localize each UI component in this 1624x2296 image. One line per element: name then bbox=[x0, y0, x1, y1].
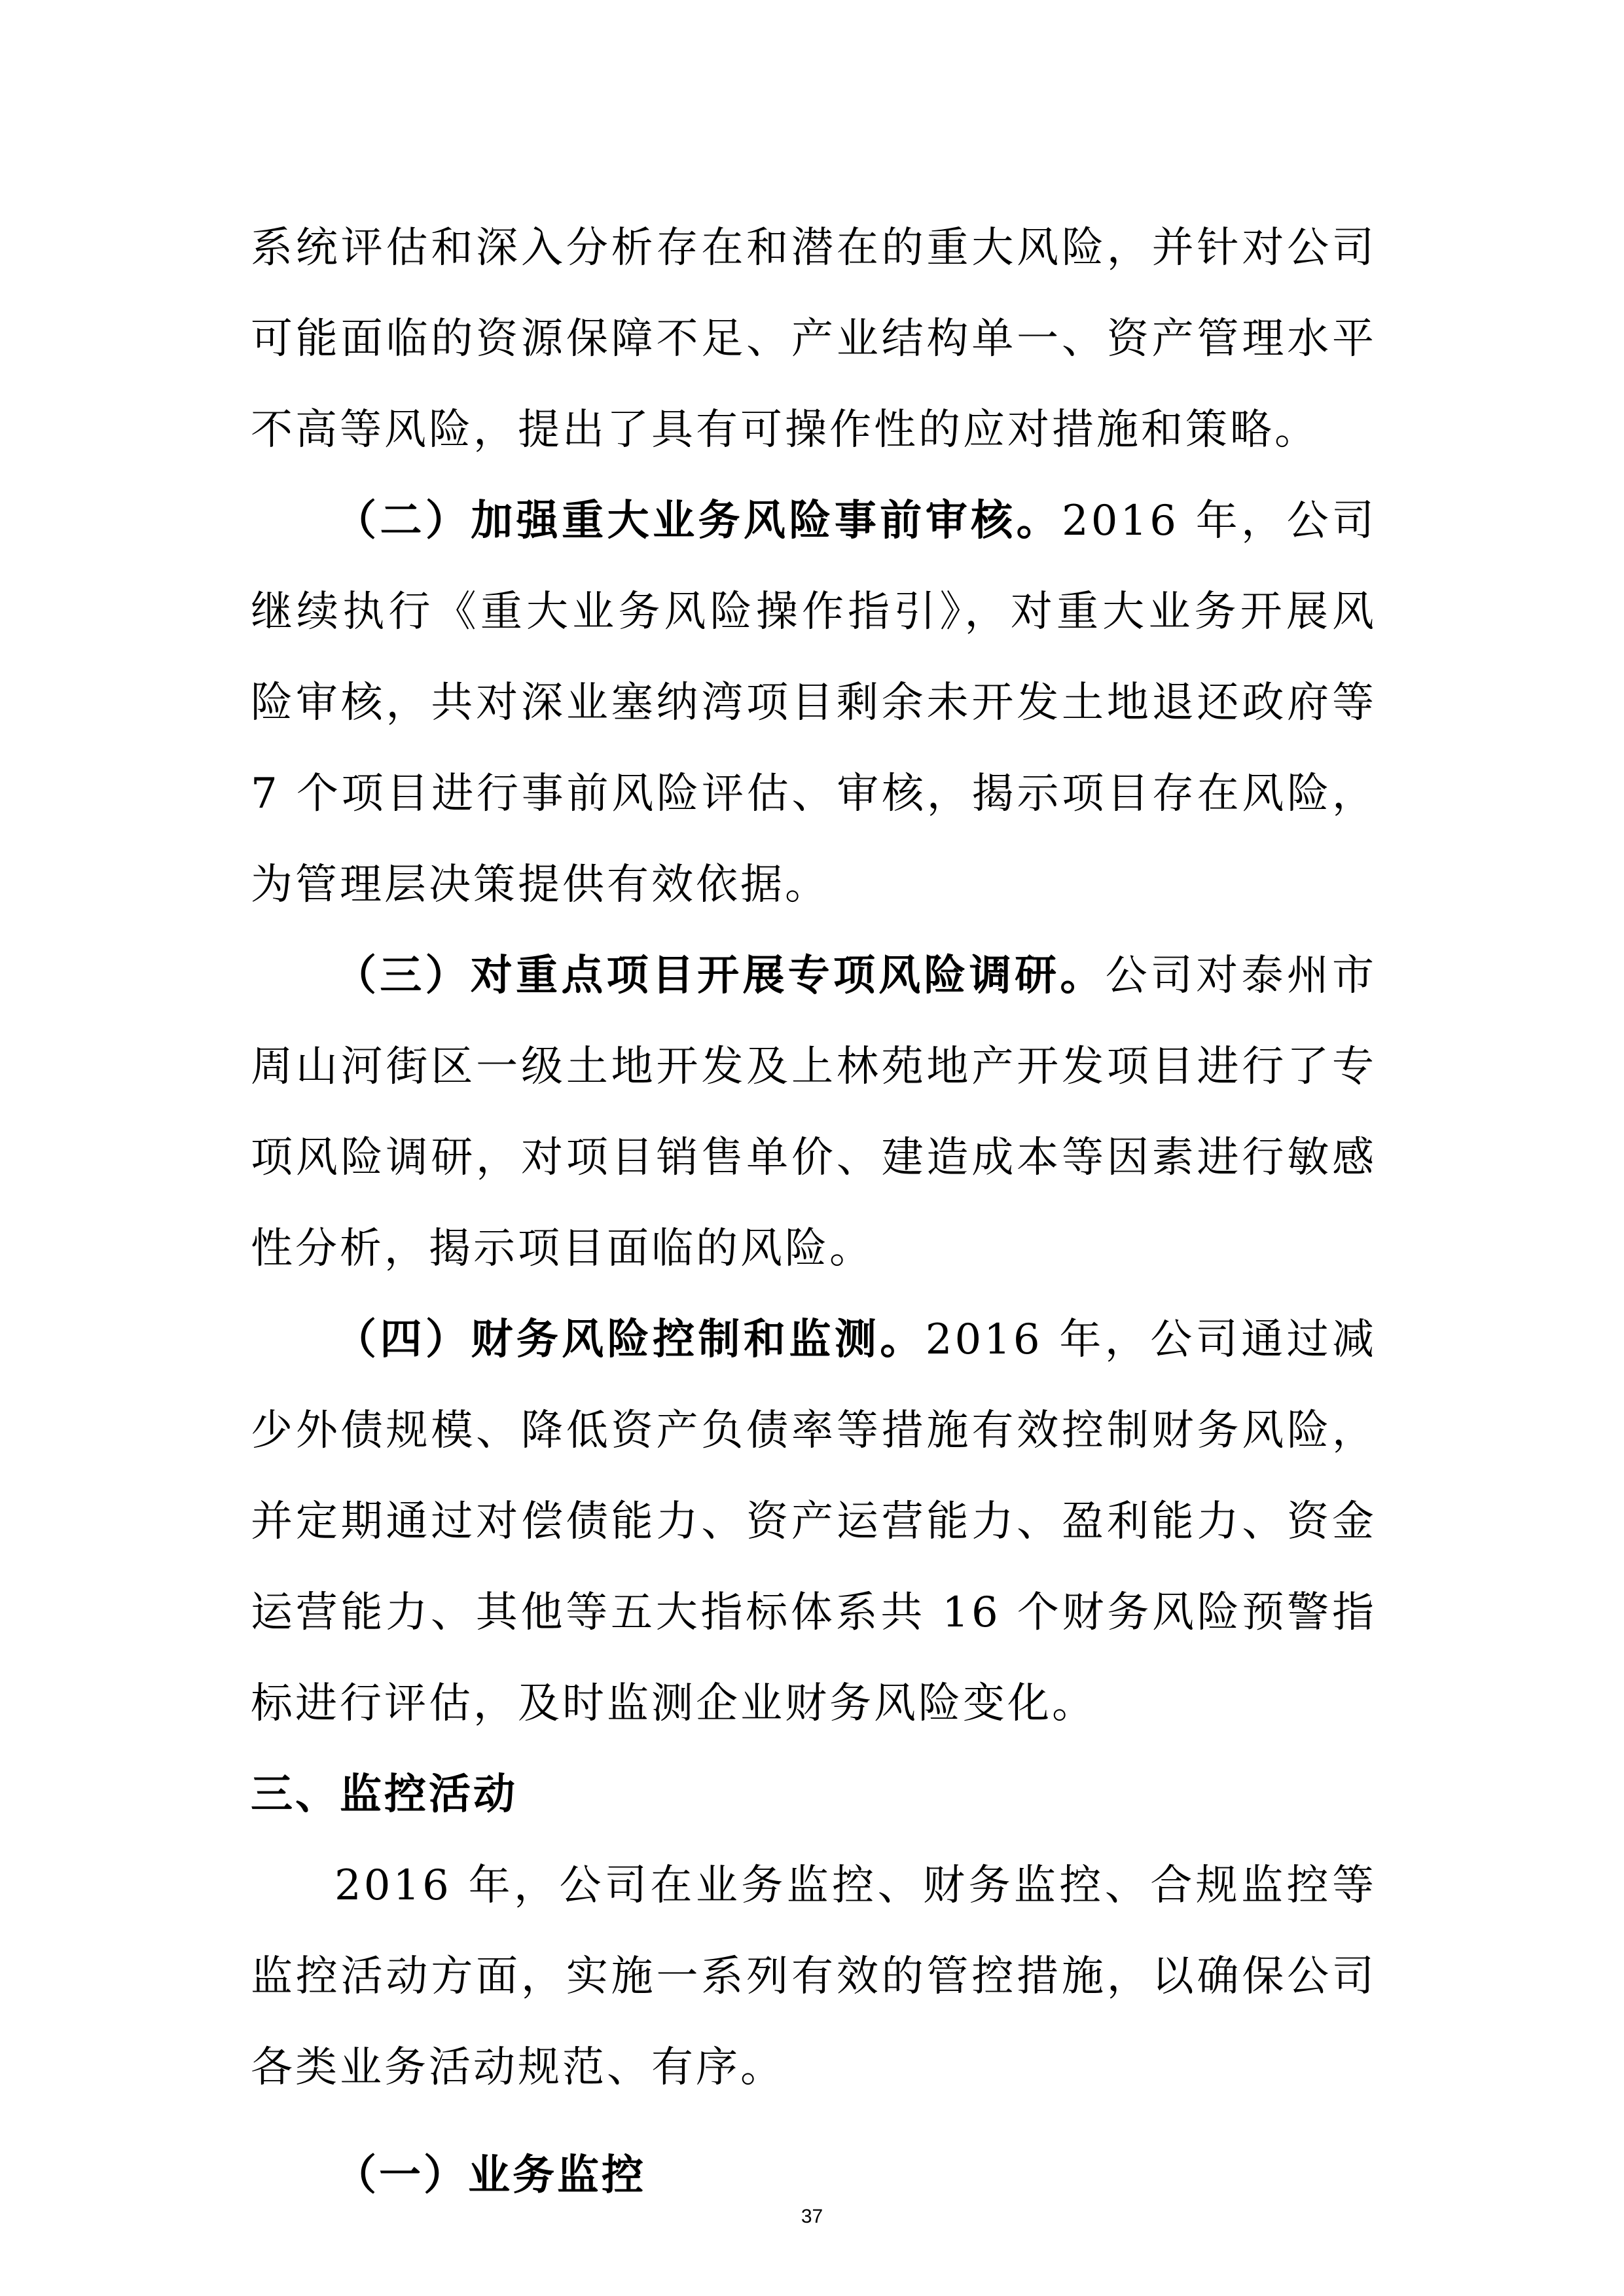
body-text bbox=[251, 203, 1377, 2221]
paragraph-text: 2016 年，公司继续执行《重大业务风险操作指引》，对重大业务开展风险审核，共对深业塞纳湾项目剩余未开发土地退还政府等 7 个项目进行事前风险评估、审核，揭示项目存在风险，为管理层决策提供有效依据。 bbox=[251, 497, 1377, 909]
paragraph-text: 公司对泰州市周山河街区一级土地开发及上林苑地产开发项目进行了专项风险调研，对项目销售单价、建造成本等因素进行敏感性分析，揭示项目面临的风险。 bbox=[251, 952, 1377, 1273]
paragraph-review bbox=[251, 476, 1377, 931]
sub-heading: （一）业务监控 bbox=[334, 2151, 646, 2200]
paragraph-lead: （三）对重点项目开展专项风险调研。 bbox=[334, 952, 1106, 1000]
section-paragraph: 2016 年，公司在业务监控、财务监控、合规监控等监控活动方面，实施一系列有效的管控措施，以确保公司各类业务活动规范、有序。 bbox=[251, 1861, 1377, 2092]
page-number: 37 bbox=[801, 2206, 823, 2227]
section-heading: 三、监控活动 bbox=[251, 1770, 518, 1819]
paragraph-lead: （四）财务风险控制和监测。 bbox=[334, 1316, 926, 1364]
paragraph-text: 2016 年，公司通过减少外债规模、降低资产负债率等措施有效控制财务风险，并定期通过对偿债能力、资产运营能力、盈利能力、资金运营能力、其他等五大指标体系共 16 个财务风险预警指标进行评估，及时监测企业财务风险变化。 bbox=[251, 1316, 1377, 1728]
paragraph-lead: （二）加强重大业务风险事前审核。 bbox=[334, 497, 1062, 545]
paragraph-finance bbox=[251, 1295, 1377, 1749]
paragraph-continuation bbox=[251, 203, 1377, 476]
paragraph-research bbox=[251, 931, 1377, 1295]
paragraph-text: 系统评估和深入分析存在和潜在的重大风险，并针对公司可能面临的资源保障不足、产业结构单一、资产管理水平不高等风险，提出了具有可操作性的应对措施和策略。 bbox=[251, 224, 1377, 454]
